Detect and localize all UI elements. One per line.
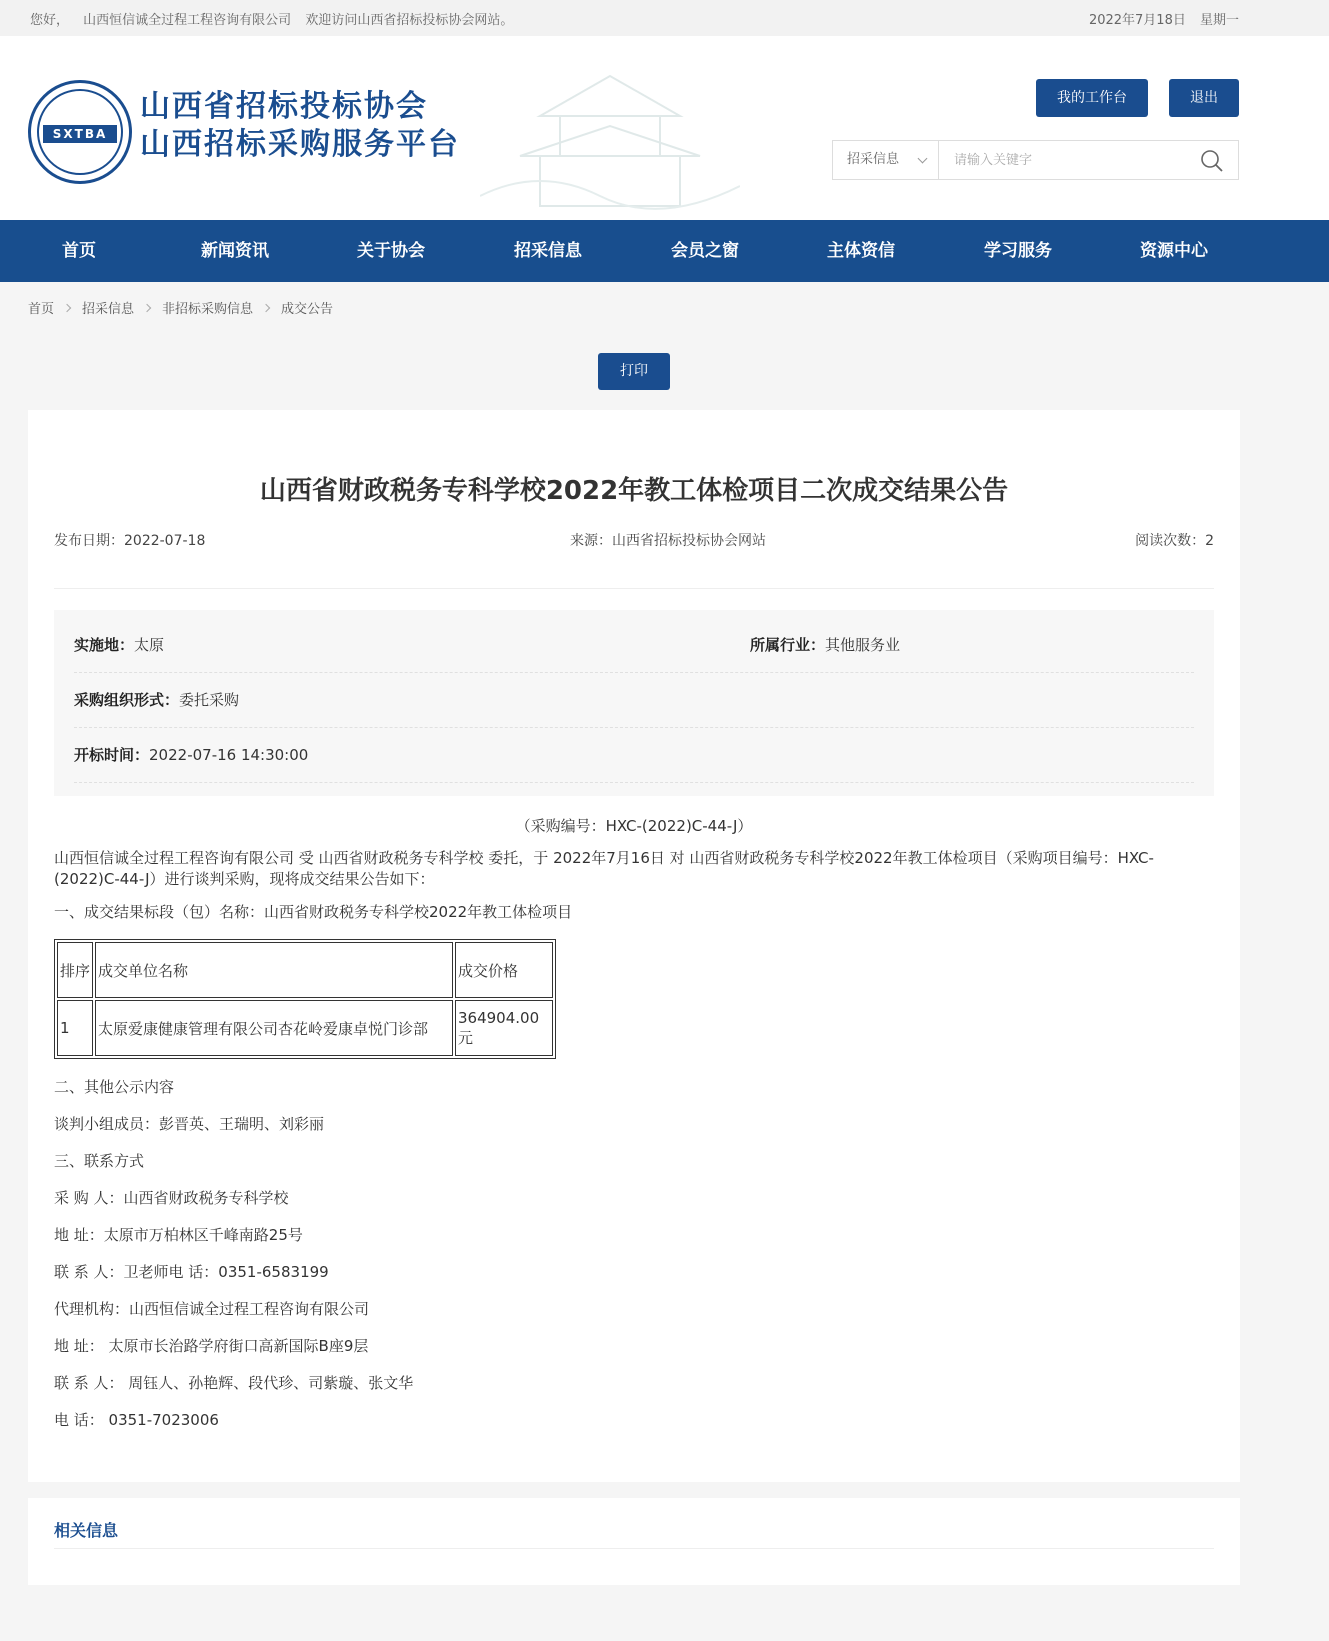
breadcrumb-home[interactable]: 首页 xyxy=(28,302,55,317)
nav-item-credit[interactable]: 主体资信 xyxy=(827,241,895,261)
result-table xyxy=(54,939,556,1059)
org-form-label: 采购组织形式： xyxy=(74,691,180,709)
chevron-right-icon xyxy=(63,304,71,312)
date-display xyxy=(1079,9,1239,28)
date-text: 2022年7月18日 xyxy=(1088,13,1186,28)
info-row-open-time xyxy=(74,728,1194,783)
search-category-label: 招采信息 xyxy=(847,152,900,167)
agency-contact: 联 系 人： 周钰人、孙艳辉、段代珍、司紫璇、张文华 xyxy=(54,1374,414,1392)
divider xyxy=(54,1548,1214,1549)
table-cell: 364904.00元 xyxy=(455,1000,553,1056)
brand-line-2: 山西招标采购服务平台 xyxy=(140,127,460,162)
nav-item-resources[interactable]: 资源中心 xyxy=(1140,241,1208,261)
info-box xyxy=(54,610,1214,796)
table-cell: 太原爱康健康管理有限公司杏花岭爱康卓悦门诊部 xyxy=(95,1000,453,1056)
table-cell: 1 xyxy=(57,1000,93,1056)
nav-item-home[interactable]: 首页 xyxy=(62,241,96,261)
brand-line-1: 山西省招标投标协会 xyxy=(140,89,428,124)
table-header-row xyxy=(57,942,553,998)
open-time-value: 2022-07-16 14:30:00 xyxy=(149,746,309,764)
nav-item-members[interactable]: 会员之窗 xyxy=(671,241,739,261)
section-1-heading: 一、成交结果标段（包）名称：山西省财政税务专科学校2022年教工体检项目 xyxy=(54,903,573,921)
info-row-location xyxy=(74,618,1194,673)
org-form-value: 委托采购 xyxy=(179,691,240,709)
search-category-select[interactable] xyxy=(833,141,939,179)
publish-date: 发布日期：2022-07-18 xyxy=(54,533,206,549)
logo-band: SXTBA xyxy=(43,125,117,143)
buyer-address: 地 址：太原市万柏林区千峰南路25号 xyxy=(54,1226,303,1244)
article-source: 来源：山西省招标投标协会网站 xyxy=(570,533,766,549)
industry-field xyxy=(750,618,900,673)
industry-value: 其他服务业 xyxy=(825,636,901,654)
breadcrumb xyxy=(28,298,333,317)
association-logo[interactable] xyxy=(28,80,132,184)
location-value: 太原 xyxy=(134,636,165,654)
table-row xyxy=(57,1000,553,1056)
related-info-title: 相关信息 xyxy=(54,1521,119,1540)
section-3-heading: 三、联系方式 xyxy=(54,1152,145,1170)
nav-item-about[interactable]: 关于协会 xyxy=(357,241,425,261)
chevron-down-icon xyxy=(918,154,928,164)
site-header xyxy=(0,36,1329,220)
agency-address: 地 址： 太原市长治路学府街口高新国际B座9层 xyxy=(54,1337,369,1355)
breadcrumb-procurement[interactable]: 招采信息 xyxy=(82,302,135,317)
greeting xyxy=(30,9,523,28)
search-bar xyxy=(832,140,1239,180)
panel-members: 谈判小组成员：彭晋英、王瑞明、刘彩丽 xyxy=(54,1115,325,1133)
industry-label: 所属行业： xyxy=(750,636,826,654)
procurement-code: （采购编号：HXC-(2022)C-44-J） xyxy=(515,817,753,835)
article-card xyxy=(28,410,1240,1482)
workbench-button[interactable]: 我的工作台 xyxy=(1036,79,1148,117)
nav-item-news[interactable]: 新闻资讯 xyxy=(201,241,269,261)
article-title: 山西省财政税务专科学校2022年教工体检项目二次成交结果公告 xyxy=(259,476,1009,506)
welcome-text: 欢迎访问山西省招标投标协会网站。 xyxy=(305,13,514,28)
agency-name: 代理机构：山西恒信诚全过程工程咨询有限公司 xyxy=(54,1300,370,1318)
section-2-heading: 二、其他公示内容 xyxy=(54,1078,175,1096)
intro-paragraph: 山西恒信诚全过程工程咨询有限公司 受 山西省财政税务专科学校 委托，于 2022年7月16日 对 山西省财政税务专科学校2022年教工体检项目（采购项目编号：HXC-(2022)C-44-J）进行谈判采购，现将成交结果公告如下： xyxy=(54,849,1154,888)
nav-item-procurement[interactable]: 招采信息 xyxy=(514,241,582,261)
info-row-org-form xyxy=(74,673,1194,728)
article-body xyxy=(54,810,1214,1439)
logout-button[interactable]: 退出 xyxy=(1169,79,1239,117)
search-input[interactable] xyxy=(940,141,1190,179)
pavilion-decoration-icon xyxy=(480,46,740,216)
top-bar xyxy=(0,0,1329,36)
greeting-text: 您好， xyxy=(30,13,70,28)
print-button[interactable]: 打印 xyxy=(598,353,670,390)
related-info-panel xyxy=(28,1498,1240,1585)
buyer-name: 采 购 人：山西省财政税务专科学校 xyxy=(54,1189,289,1207)
open-time-label: 开标时间： xyxy=(74,746,150,764)
buyer-contact: 联 系 人：卫老师电 话：0351-6583199 xyxy=(54,1263,329,1281)
table-header-cell: 成交单位名称 xyxy=(95,942,453,998)
location-label: 实施地： xyxy=(74,636,135,654)
table-header-cell: 成交价格 xyxy=(455,942,553,998)
table-header-cell: 排序 xyxy=(57,942,93,998)
brand-title[interactable] xyxy=(140,88,460,164)
search-icon[interactable] xyxy=(1200,149,1224,173)
user-company: 山西恒信诚全过程工程咨询有限公司 xyxy=(83,13,292,28)
breadcrumb-non-tender[interactable]: 非招标采购信息 xyxy=(162,302,254,317)
chevron-right-icon xyxy=(262,304,270,312)
agency-phone: 电 话： 0351-7023006 xyxy=(54,1411,219,1429)
weekday-text: 星期一 xyxy=(1199,13,1239,28)
nav-item-learning[interactable]: 学习服务 xyxy=(984,241,1052,261)
breadcrumb-current[interactable]: 成交公告 xyxy=(281,302,334,317)
divider xyxy=(54,588,1214,589)
chevron-right-icon xyxy=(143,304,151,312)
main-nav xyxy=(0,220,1329,282)
read-count: 阅读次数：2 xyxy=(1135,533,1214,549)
